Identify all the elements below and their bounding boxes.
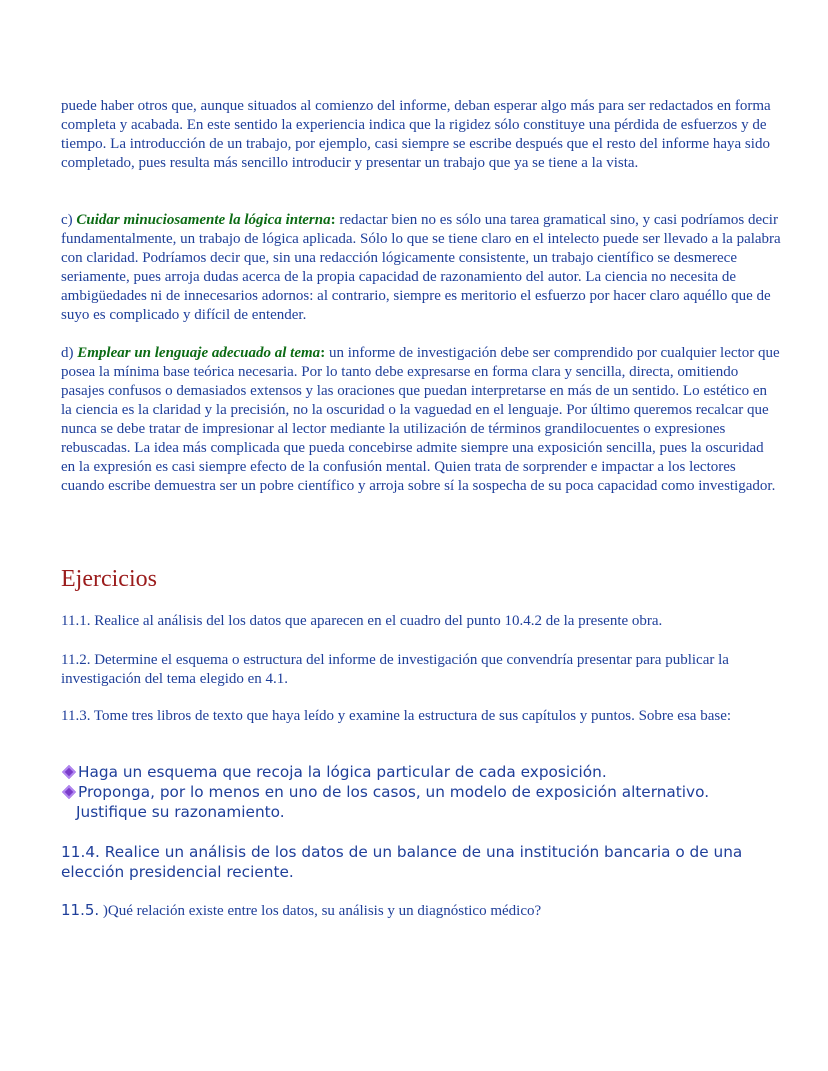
exercise-11-5-text: )Qué relación existe entre los datos, su análisis y un diagnóstico médico? xyxy=(102,903,542,919)
paragraph-d xyxy=(61,344,781,496)
bullet-item xyxy=(61,782,791,802)
paragraph-c-colon: : xyxy=(330,212,336,228)
exercise-11-3-bullets xyxy=(61,762,791,822)
exercise-11-2: 11.2. Determine el esquema o estructura del informe de investigación que convendría presentar para publicar la investigación del tema elegido en 4.1. xyxy=(61,652,729,687)
paragraph-d-label: d) xyxy=(61,345,74,361)
exercise-11-5-number: 11.5. xyxy=(61,901,100,919)
bullet-text: Proponga, por lo menos en uno de los casos, un modelo de exposición alternativo. xyxy=(78,783,710,801)
exercise-11-4: 11.4. Realice un análisis de los datos de un balance de una institución bancaria o de una elección presidencial reciente. xyxy=(61,843,743,881)
paragraph-c-label: c) xyxy=(61,212,73,228)
bullet-item xyxy=(61,762,791,782)
paragraph-c-body: redactar bien no es sólo una tarea gramatical sino, y casi podríamos decir fundamentalmente, un trabajo de lógica aplicada. Sólo lo que se tiene claro en el intelecto puede ser llevado a la palabra con claridad. Podríamos decir que, sin una redacción lógicamente consistente, un trabajo científico se desmerece seriamente, pues arroja dudas acerca de la propia capacidad de razonamiento del autor. La ciencia no necesita de ambigüedades ni de innecesarios adornos: al contrario, siempre es meritorio el esfuerzo por hacer claro aquéllo que de suyo es complicado y difícil de entender. xyxy=(61,212,781,323)
diamond-bullet-icon xyxy=(62,765,76,779)
exercise-11-1: 11.1. Realice al análisis del los datos que aparecen en el cuadro del punto 10.4.2 de la presente obra. xyxy=(61,613,663,629)
bullet-continuation: Justifique su razonamiento. xyxy=(76,803,285,821)
exercise-11-3: 11.3. Tome tres libros de texto que haya leído y examine la estructura de sus capítulos y puntos. Sobre esa base: xyxy=(61,708,732,724)
exercises-heading: Ejercicios xyxy=(61,566,157,592)
paragraph-c xyxy=(61,211,781,325)
bullet-text: Haga un esquema que recoja la lógica particular de cada exposición. xyxy=(78,763,607,781)
paragraph-d-colon: : xyxy=(320,345,326,361)
exercise-11-5 xyxy=(61,901,781,921)
diamond-bullet-icon xyxy=(62,785,76,799)
paragraph-d-body: un informe de investigación debe ser comprendido por cualquier lector que posea la mínima base teórica necesaria. Por lo tanto debe expresarse en forma clara y sencilla, directa, omitiendo pasajes confusos o demasiados extensos y las oraciones que puedan interpretarse en más de un sentido. Lo estético en la ciencia es la claridad y la precisión, no la oscuridad o la vaguedad en el lenguaje. Por último queremos recalcar que nunca se debe tratar de impresionar al lector mediante la utilización de términos grandilocuentes o expresiones rebuscadas. La idea más complicada que pueda concebirse admite siempre una exposición sencilla, pues la oscuridad en la expresión es casi siempre efecto de la confusión mental. Quien trata de sorprender e impactar a los lectores cuando escribe demuestra ser un pobre científico y arroja sobre sí la sospecha de su poca capacidad como investigador. xyxy=(61,345,780,494)
paragraph-intro: puede haber otros que, aunque situados al comienzo del informe, deban esperar algo más para ser redactados en forma completa y acabada. En este sentido la experiencia indica que la rigidez sólo constituye una pérdida de esfuerzos y de tiempo. La introducción de un trabajo, por ejemplo, casi siempre se escribe después que el resto del informe haya sido completado, pues resulta más sencillo introducir y presentar un trabajo que ya se tiene a la vista. xyxy=(61,98,771,171)
paragraph-d-lead: Emplear un lenguaje adecuado al tema xyxy=(77,345,321,361)
paragraph-c-lead: Cuidar minuciosamente la lógica interna xyxy=(76,212,331,228)
